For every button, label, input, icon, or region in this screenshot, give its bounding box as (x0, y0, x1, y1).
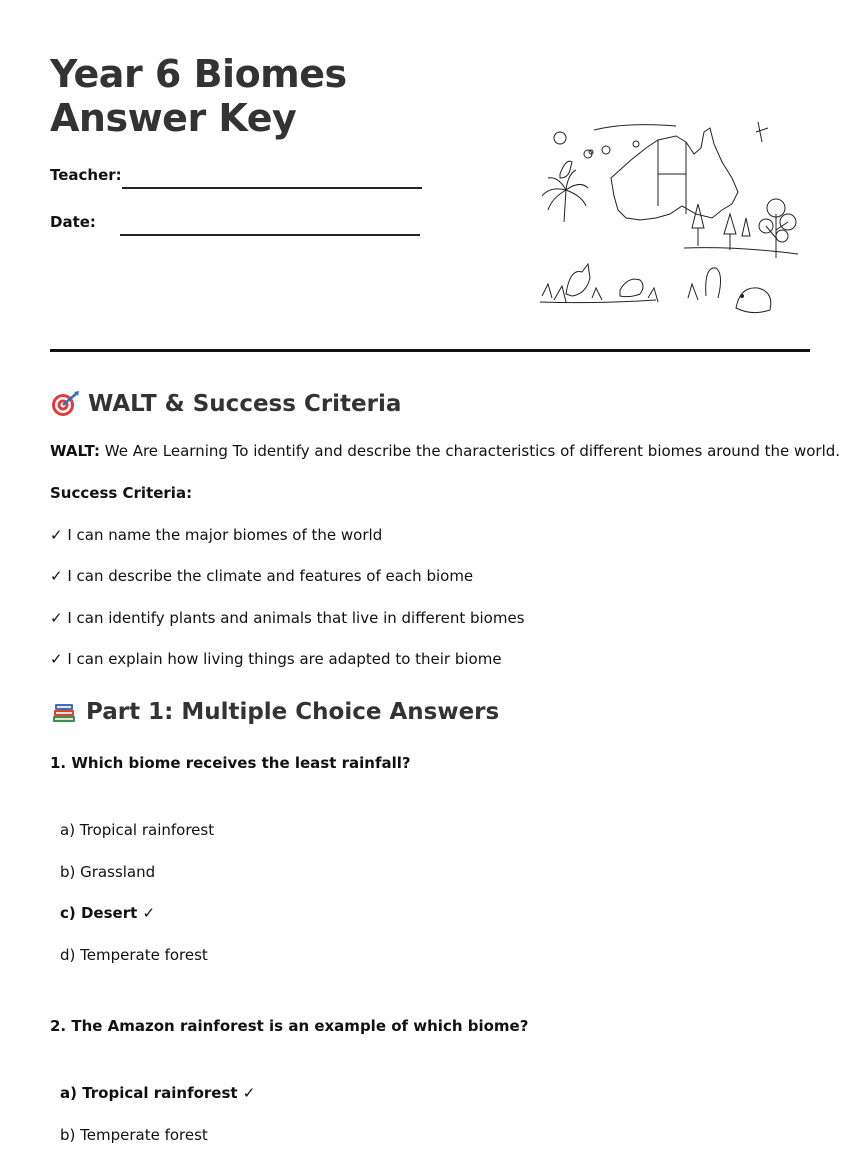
date-line (120, 234, 420, 236)
teacher-line (122, 187, 422, 189)
question-2-option-a-correct: a) Tropical rainforest ✓ (60, 1084, 256, 1102)
target-dart-icon (50, 390, 80, 418)
walt-heading (50, 390, 401, 418)
australia-biome-illustration (536, 118, 808, 318)
question-1-option-b: b) Grassland (60, 863, 156, 881)
question-1-option-d: d) Temperate forest (60, 946, 208, 964)
question-1-option-a: a) Tropical rainforest (60, 821, 215, 839)
walt-statement (50, 442, 840, 460)
date-label: Date: (50, 213, 96, 231)
walt-text: We Are Learning To identify and describe the characteristics of different biomes around the world. (104, 442, 841, 460)
criteria-item: ✓ I can explain how living things are adapted to their biome (50, 650, 502, 668)
criteria-item: ✓ I can name the major biomes of the world (50, 526, 383, 544)
teacher-label: Teacher: (50, 166, 122, 184)
part1-heading (50, 698, 499, 726)
question-2: 2. The Amazon rainforest is an example of which biome? (50, 1017, 529, 1035)
question-1-option-c-correct: c) Desert ✓ (60, 904, 156, 922)
success-criteria-label: Success Criteria: (50, 484, 193, 502)
walt-label: WALT: (50, 442, 100, 460)
criteria-item: ✓ I can identify plants and animals that live in different biomes (50, 609, 525, 627)
page-title: Year 6 Biomes Answer Key (50, 52, 347, 140)
books-icon (50, 698, 78, 726)
question-1: 1. Which biome receives the least rainfall? (50, 754, 411, 772)
question-2-option-b: b) Temperate forest (60, 1126, 208, 1144)
part1-heading-text: Part 1: Multiple Choice Answers (86, 699, 500, 725)
criteria-item: ✓ I can describe the climate and features of each biome (50, 567, 474, 585)
walt-heading-text: WALT & Success Criteria (88, 391, 402, 417)
header-divider (50, 349, 810, 352)
